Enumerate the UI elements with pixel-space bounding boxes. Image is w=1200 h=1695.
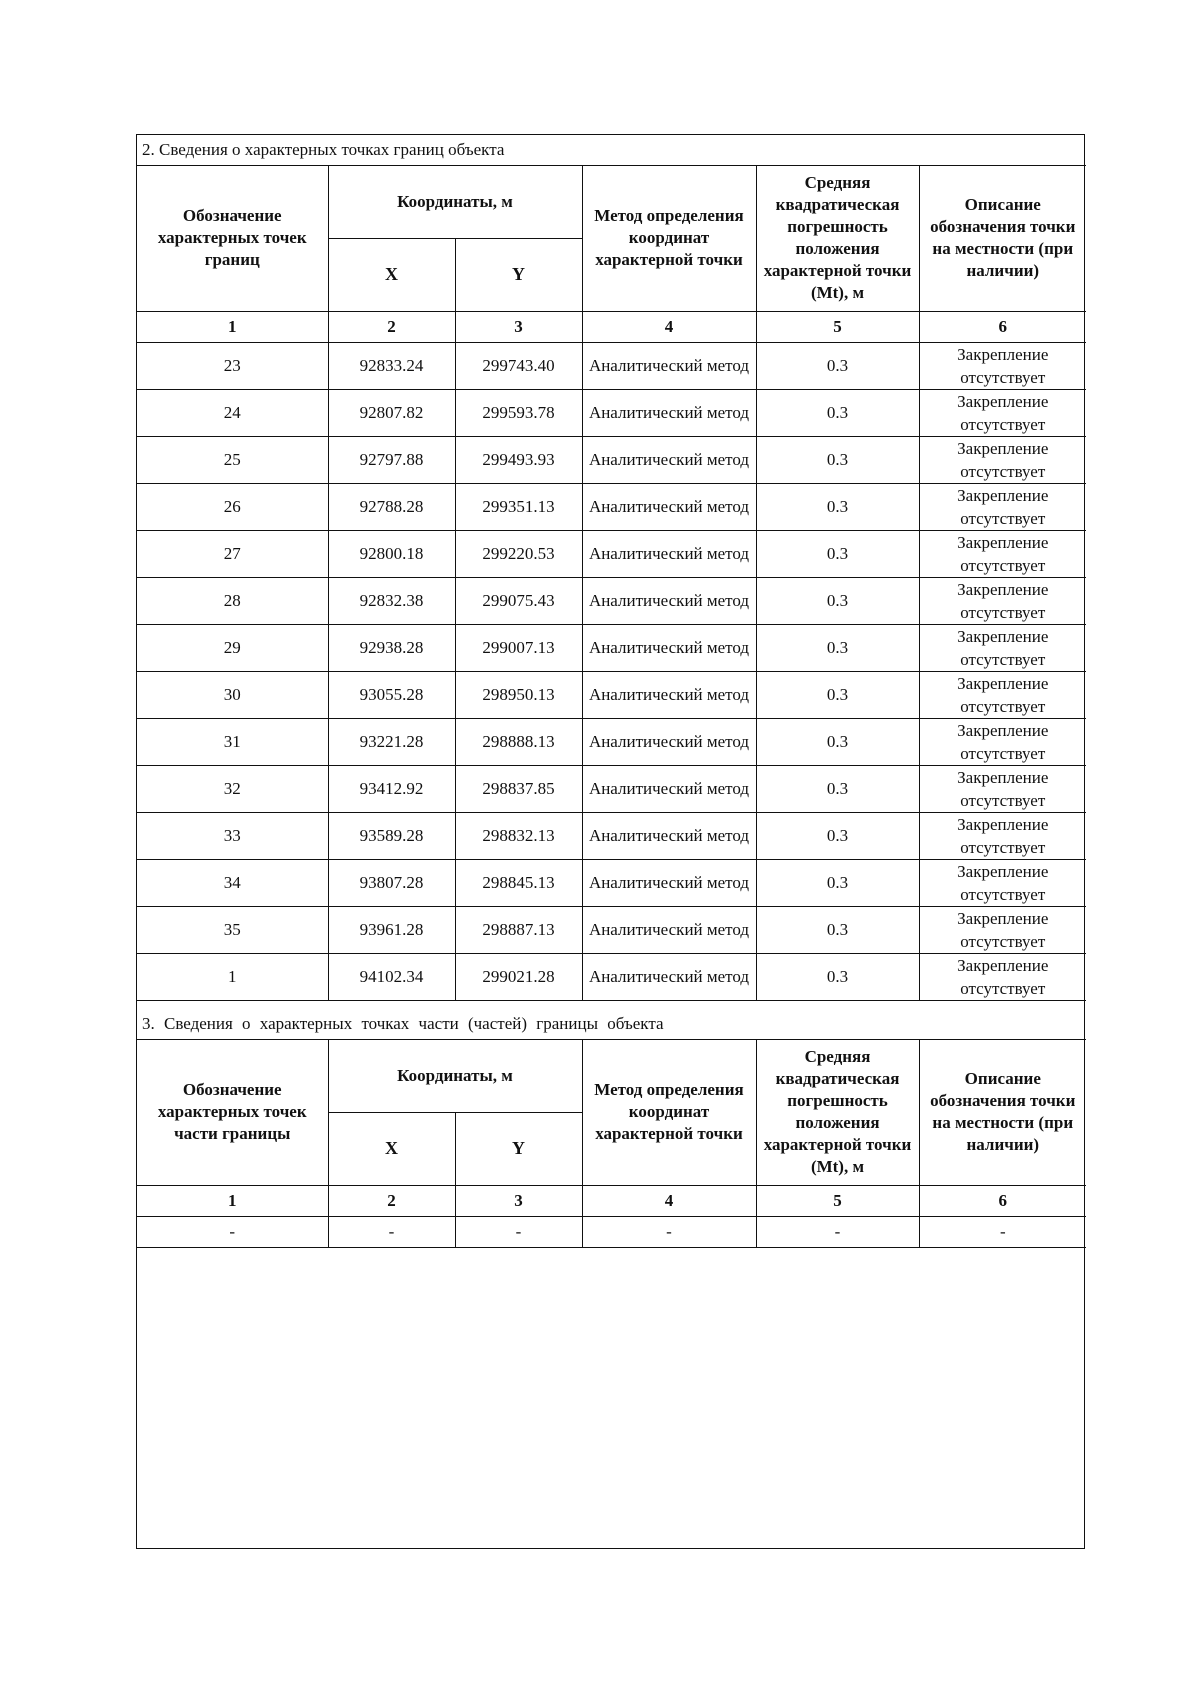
header-y: Y <box>455 1112 582 1185</box>
section-2-title: 2. Сведения о характерных точках границ объекта <box>137 134 1086 165</box>
y-coordinate-cell: 299743.40 <box>455 342 582 389</box>
description-cell: Закрепление отсутствует <box>919 765 1086 812</box>
method-cell: Аналитический метод <box>582 389 756 436</box>
point-number-cell: 32 <box>137 765 328 812</box>
x-coordinate-cell: 92832.38 <box>328 577 455 624</box>
table-row <box>137 342 1086 389</box>
table-row <box>137 577 1086 624</box>
x-coordinate-cell: 93589.28 <box>328 812 455 859</box>
boundary-points-table <box>137 134 1086 1001</box>
point-number-cell: 33 <box>137 812 328 859</box>
description-cell: Закрепление отсутствует <box>919 389 1086 436</box>
error-cell: 0.3 <box>756 765 919 812</box>
point-number-cell: 28 <box>137 577 328 624</box>
method-cell: Аналитический метод <box>582 530 756 577</box>
table-row <box>137 624 1086 671</box>
error-cell: 0.3 <box>756 342 919 389</box>
y-coordinate-cell: 299220.53 <box>455 530 582 577</box>
point-number-cell: - <box>137 1216 328 1247</box>
description-cell: Закрепление отсутствует <box>919 906 1086 953</box>
method-cell: Аналитический метод <box>582 671 756 718</box>
header-description: Описание обозначения точки на местности (при наличии) <box>919 165 1086 311</box>
x-coordinate-cell: 92788.28 <box>328 483 455 530</box>
column-number: 2 <box>328 1185 455 1216</box>
point-number-cell: 30 <box>137 671 328 718</box>
table-row <box>137 483 1086 530</box>
point-number-cell: 24 <box>137 389 328 436</box>
header-x: X <box>328 238 455 311</box>
column-number: 3 <box>455 311 582 342</box>
table-row <box>137 718 1086 765</box>
table-row <box>137 906 1086 953</box>
point-number-cell: 1 <box>137 953 328 1000</box>
header-method: Метод определения координат характерной точки <box>582 1039 756 1185</box>
method-cell: Аналитический метод <box>582 342 756 389</box>
header-error: Средняя квадратическая погрешность положения характерной точки (Mt), м <box>756 1039 919 1185</box>
header-coordinates: Координаты, м <box>328 165 582 238</box>
method-cell: Аналитический метод <box>582 765 756 812</box>
table-row <box>137 812 1086 859</box>
column-number: 1 <box>137 1185 328 1216</box>
description-cell: Закрепление отсутствует <box>919 812 1086 859</box>
y-coordinate-cell: - <box>455 1216 582 1247</box>
point-number-cell: 29 <box>137 624 328 671</box>
method-cell: Аналитический метод <box>582 953 756 1000</box>
description-cell: Закрепление отсутствует <box>919 718 1086 765</box>
error-cell: 0.3 <box>756 906 919 953</box>
y-coordinate-cell: 298950.13 <box>455 671 582 718</box>
description-cell: Закрепление отсутствует <box>919 859 1086 906</box>
x-coordinate-cell: - <box>328 1216 455 1247</box>
method-cell: Аналитический метод <box>582 624 756 671</box>
x-coordinate-cell: 93055.28 <box>328 671 455 718</box>
x-coordinate-cell: 93412.92 <box>328 765 455 812</box>
column-number: 5 <box>756 1185 919 1216</box>
y-coordinate-cell: 299021.28 <box>455 953 582 1000</box>
error-cell: 0.3 <box>756 436 919 483</box>
y-coordinate-cell: 298837.85 <box>455 765 582 812</box>
column-number: 6 <box>919 1185 1086 1216</box>
description-cell: Закрепление отсутствует <box>919 483 1086 530</box>
column-numbers-row <box>137 311 1086 342</box>
error-cell: 0.3 <box>756 577 919 624</box>
header-designation: Обозначение характерных точек границ <box>137 165 328 311</box>
y-coordinate-cell: 299593.78 <box>455 389 582 436</box>
method-cell: - <box>582 1216 756 1247</box>
table-row <box>137 953 1086 1000</box>
header-description: Описание обозначения точки на местности (при наличии) <box>919 1039 1086 1185</box>
column-number: 4 <box>582 311 756 342</box>
method-cell: Аналитический метод <box>582 812 756 859</box>
error-cell: 0.3 <box>756 671 919 718</box>
y-coordinate-cell: 299075.43 <box>455 577 582 624</box>
table-row <box>137 389 1086 436</box>
point-number-cell: 31 <box>137 718 328 765</box>
x-coordinate-cell: 92807.82 <box>328 389 455 436</box>
table-row <box>137 1216 1086 1247</box>
error-cell: 0.3 <box>756 483 919 530</box>
header-y: Y <box>455 238 582 311</box>
table-row <box>137 765 1086 812</box>
x-coordinate-cell: 93221.28 <box>328 718 455 765</box>
x-coordinate-cell: 92938.28 <box>328 624 455 671</box>
document-sheet <box>136 134 1085 1549</box>
method-cell: Аналитический метод <box>582 577 756 624</box>
description-cell: Закрепление отсутствует <box>919 577 1086 624</box>
y-coordinate-cell: 299493.93 <box>455 436 582 483</box>
method-cell: Аналитический метод <box>582 906 756 953</box>
x-coordinate-cell: 94102.34 <box>328 953 455 1000</box>
description-cell: Закрепление отсутствует <box>919 436 1086 483</box>
point-number-cell: 35 <box>137 906 328 953</box>
point-number-cell: 23 <box>137 342 328 389</box>
point-number-cell: 27 <box>137 530 328 577</box>
y-coordinate-cell: 298845.13 <box>455 859 582 906</box>
error-cell: 0.3 <box>756 530 919 577</box>
header-designation: Обозначение характерных точек части границы <box>137 1039 328 1185</box>
method-cell: Аналитический метод <box>582 859 756 906</box>
header-coordinates: Координаты, м <box>328 1039 582 1112</box>
x-coordinate-cell: 92797.88 <box>328 436 455 483</box>
column-number: 1 <box>137 311 328 342</box>
table-row <box>137 530 1086 577</box>
column-number: 5 <box>756 311 919 342</box>
header-x: X <box>328 1112 455 1185</box>
point-number-cell: 26 <box>137 483 328 530</box>
column-number: 4 <box>582 1185 756 1216</box>
y-coordinate-cell: 298887.13 <box>455 906 582 953</box>
description-cell: Закрепление отсутствует <box>919 624 1086 671</box>
error-cell: 0.3 <box>756 389 919 436</box>
description-cell: Закрепление отсутствует <box>919 953 1086 1000</box>
y-coordinate-cell: 299007.13 <box>455 624 582 671</box>
point-number-cell: 25 <box>137 436 328 483</box>
table-row <box>137 859 1086 906</box>
x-coordinate-cell: 92833.24 <box>328 342 455 389</box>
method-cell: Аналитический метод <box>582 436 756 483</box>
x-coordinate-cell: 92800.18 <box>328 530 455 577</box>
x-coordinate-cell: 93807.28 <box>328 859 455 906</box>
column-number: 2 <box>328 311 455 342</box>
part-boundary-points-table <box>137 1008 1086 1248</box>
column-numbers-row <box>137 1185 1086 1216</box>
table-row <box>137 436 1086 483</box>
column-number: 3 <box>455 1185 582 1216</box>
error-cell: 0.3 <box>756 718 919 765</box>
description-cell: Закрепление отсутствует <box>919 530 1086 577</box>
method-cell: Аналитический метод <box>582 483 756 530</box>
error-cell: 0.3 <box>756 953 919 1000</box>
table-row <box>137 671 1086 718</box>
description-cell: Закрепление отсутствует <box>919 671 1086 718</box>
header-method: Метод определения координат характерной точки <box>582 165 756 311</box>
header-error: Средняя квадратическая погрешность положения характерной точки (Mt), м <box>756 165 919 311</box>
method-cell: Аналитический метод <box>582 718 756 765</box>
y-coordinate-cell: 298832.13 <box>455 812 582 859</box>
section-3-title: 3. Сведения о характерных точках части (частей) границы объекта <box>137 1008 1086 1039</box>
point-number-cell: 34 <box>137 859 328 906</box>
y-coordinate-cell: 298888.13 <box>455 718 582 765</box>
error-cell: 0.3 <box>756 624 919 671</box>
error-cell: 0.3 <box>756 859 919 906</box>
error-cell: - <box>756 1216 919 1247</box>
description-cell: Закрепление отсутствует <box>919 342 1086 389</box>
error-cell: 0.3 <box>756 812 919 859</box>
description-cell: - <box>919 1216 1086 1247</box>
x-coordinate-cell: 93961.28 <box>328 906 455 953</box>
column-number: 6 <box>919 311 1086 342</box>
y-coordinate-cell: 299351.13 <box>455 483 582 530</box>
